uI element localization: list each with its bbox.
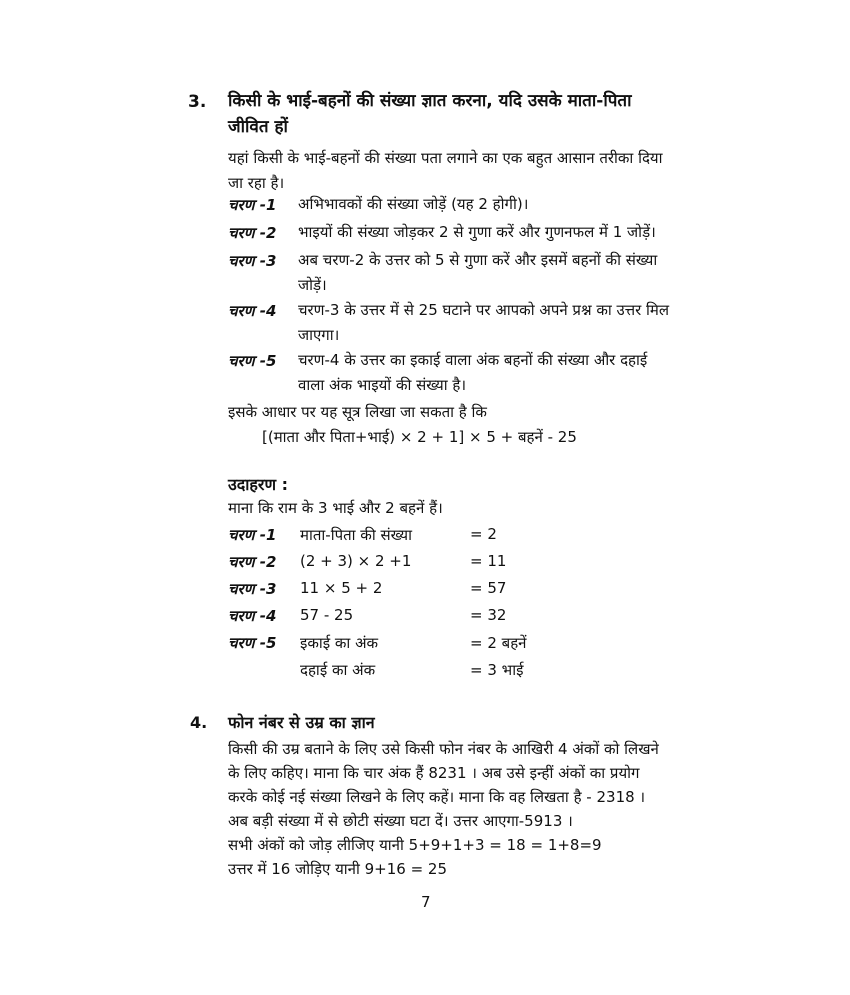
section-3-intro: यहां किसी के भाई-बहनों की संख्या पता लगाने का एक बहुत आसान तरीका दिया जा रहा है। [228,149,663,192]
example-row-5-expr: इकाई का अंक [300,634,379,652]
section-4-line-4: अब बड़ी संख्या में से छोटी संख्या घटा दें। उत्तर आएगा-5913 । [228,812,573,830]
example-heading: उदाहरण : [228,475,288,494]
example-row-1-result: = 2 [470,525,497,543]
step-label-3: चरण -3 [228,252,277,270]
step-text-2: भाइयों की संख्या जोड़कर 2 से गुणा करें और गुणनफल में 1 जोड़ें। [298,223,656,241]
example-row-2-result: = 11 [470,552,507,570]
formula-intro: इसके आधार पर यह सूत्र लिखा जा सकता है कि [228,403,487,421]
step-text-5: चरण-4 के उत्तर का इकाई वाला अंक बहनों की संख्या और दहाई वाला अंक भाइयों की संख्या है। [298,351,648,394]
example-intro: माना कि राम के 3 भाई और 2 बहनें हैं। [228,499,443,517]
section-3-number: 3. [188,92,207,112]
step-text-1: अभिभावकों की संख्या जोड़ें (यह 2 होगी)। [298,195,529,213]
section-4-title: फोन नंबर से उम्र का ज्ञान [228,713,375,732]
example-row-4-result: = 32 [470,606,507,624]
example-row-4-label: चरण -4 [228,607,277,625]
step-text-3: अब चरण-2 के उत्तर को 5 से गुणा करें और इसमें बहनों की संख्या जोड़ें। [298,251,658,294]
example-row-2-label: चरण -2 [228,553,277,571]
example-row-3-result: = 57 [470,579,507,597]
step-label-2: चरण -2 [228,224,277,242]
step-label-1: चरण -1 [228,196,277,214]
example-row-6-result: = 3 भाई [470,661,524,679]
section-4-line-1: किसी की उम्र बताने के लिए उसे किसी फोन नंबर के आखिरी 4 अंकों को लिखने [228,740,659,758]
example-row-2-expr: (2 + 3) × 2 +1 [300,552,412,570]
section-4-line-2: के लिए कहिए। माना कि चार अंक हैं 8231 । अब उसे इन्हीं अंकों का प्रयोग [228,764,640,782]
section-4-number: 4. [190,713,208,732]
example-row-5-label: चरण -5 [228,634,277,652]
section-3-title: किसी के भाई-बहनों की संख्या ज्ञात करना, यदि उसके माता-पिता जीवित हों [228,91,632,137]
example-row-1-label: चरण -1 [228,526,277,544]
page-number: 7 [421,893,431,911]
example-row-3-expr: 11 × 5 + 2 [300,579,383,597]
example-row-5-result: = 2 बहनें [470,634,527,652]
step-label-5: चरण -5 [228,352,277,370]
example-row-4-expr: 57 - 25 [300,606,354,624]
step-label-4: चरण -4 [228,302,277,320]
formula: [(माता और पिता+भाई) × 2 + 1] × 5 + बहनें - 25 [262,428,577,446]
step-text-4: चरण-3 के उत्तर में से 25 घटाने पर आपको अपने प्रश्न का उत्तर मिल जाएगा। [298,301,670,344]
section-4-line-3: करके कोई नई संख्या लिखने के लिए कहें। माना कि वह लिखता है - 2318 । [228,788,646,806]
section-4-line-5: सभी अंकों को जोड़ लीजिए यानी 5+9+1+3 = 18 = 1+8=9 [228,836,602,854]
example-row-1-expr: माता-पिता की संख्या [300,526,412,544]
example-row-3-label: चरण -3 [228,580,277,598]
example-row-6-expr: दहाई का अंक [300,661,376,679]
section-4-line-6: उत्तर में 16 जोड़िए यानी 9+16 = 25 [228,860,448,878]
